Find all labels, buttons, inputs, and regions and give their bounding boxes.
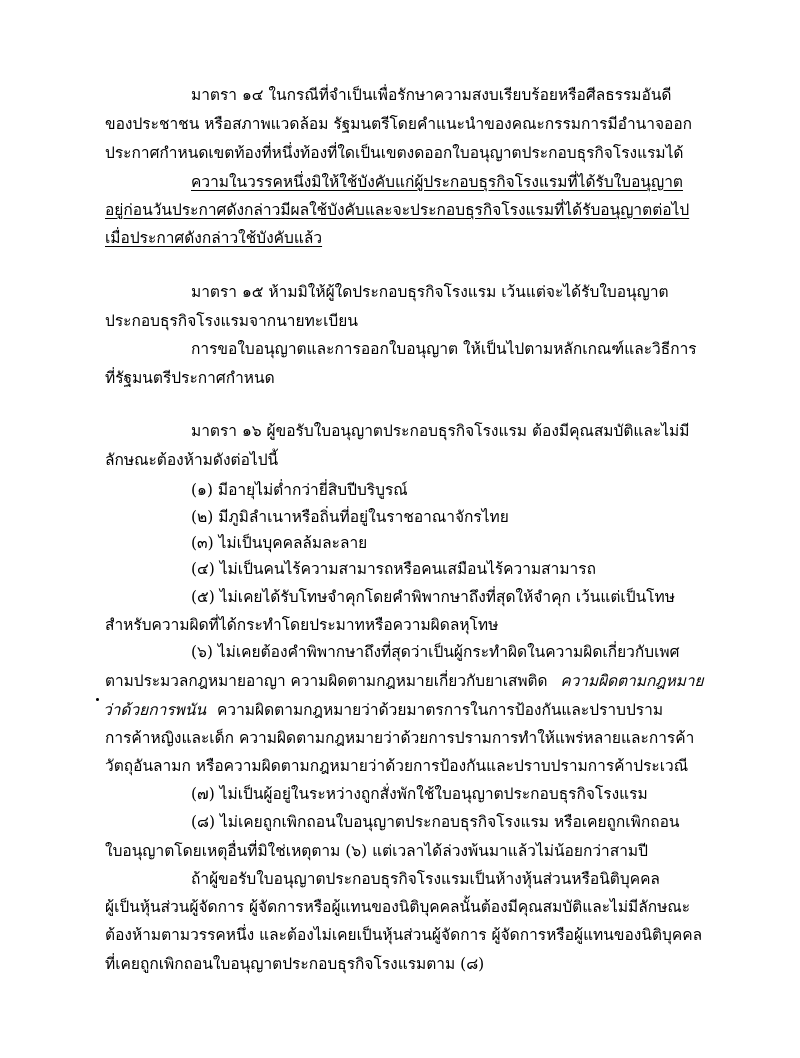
section-16-item-5: (๕) ไม่เคยได้รับโทษจำคุกโดยคำพิพากษาถึงที่สุดให้จำคุก เว้นแต่เป็นโทษ	[191, 588, 675, 606]
section-16-para-2-line-4: ที่เคยถูกเพิกถอนใบอนุญาตประกอบธุรกิจโรงแรมตาม (๘)	[105, 955, 485, 973]
margin-mark	[96, 698, 99, 701]
item-6-cont-2-text: ความผิดตามกฎหมายว่าด้วยมาตรการในการป้องกันและปราบปราม	[217, 701, 664, 719]
section-16-item-6-cont-4: วัตถุอันลามก หรือความผิดตามกฎหมายว่าด้วยการป้องกันและปราบปรามการค้าประเวณี	[105, 757, 689, 775]
section-16-item-6-cont-1	[105, 674, 704, 690]
section-15-line-3: การขอใบอนุญาตและการออกใบอนุญาต ให้เป็นไปตามหลักเกณฑ์และวิธีการ	[191, 340, 697, 358]
section-14-line-6: เมื่อประกาศดังกล่าวใช้บังคับแล้ว	[105, 229, 323, 247]
section-14-line-4: ความในวรรคหนึ่งมิให้ใช้บังคับแก่ผู้ประกอบธุรกิจโรงแรมที่ได้รับใบอนุญาต	[191, 173, 683, 191]
section-14-line-5: อยู่ก่อนวันประกาศดังกล่าวมีผลใช้บังคับและจะประกอบธุรกิจโรงแรมที่ได้รับอนุญาตต่อไป	[105, 201, 690, 219]
section-14-line-1: มาตรา ๑๔ ในกรณีที่จำเป็นเพื่อรักษาความสงบเรียบร้อยหรือศีลธรรมอันดี	[191, 86, 672, 104]
section-16-item-1: (๑) มีอายุไม่ต่ำกว่ายี่สิบปีบริบูรณ์	[191, 481, 408, 499]
section-15-line-2: ประกอบธุรกิจโรงแรมจากนายทะเบียน	[105, 312, 358, 330]
section-15-line-1: มาตรา ๑๕ ห้ามมิให้ผู้ใดประกอบธุรกิจโรงแรม เว้นแต่จะได้รับใบอนุญาต	[191, 283, 669, 301]
section-16-item-6-cont-3: การค้าหญิงและเด็ก ความผิดตามกฎหมายว่าด้วยการปรามการทำให้แพร่หลายและการค้า	[105, 729, 695, 747]
section-16-item-6-cont-2	[103, 703, 663, 719]
section-16-item-8-cont: ใบอนุญาตโดยเหตุอื่นที่มิใช่เหตุตาม (๖) แต่เวลาได้ล่วงพ้นมาแล้วไม่น้อยกว่าสามปี	[105, 842, 648, 860]
section-16-item-6: (๖) ไม่เคยต้องคำพิพากษาถึงที่สุดว่าเป็นผู้กระทำผิดในความผิดเกี่ยวกับเพศ	[191, 643, 680, 661]
section-16-line-1: มาตรา ๑๖ ผู้ขอรับใบอนุญาตประกอบธุรกิจโรงแรม ต้องมีคุณสมบัติและไม่มี	[191, 422, 690, 440]
section-14-line-3: ประกาศกำหนดเขตท้องที่หนึ่งท้องที่ใดเป็นเขตงดออกใบอนุญาตประกอบธุรกิจโรงแรมได้	[105, 144, 684, 162]
item-6-cont-2-italic: ว่าด้วยการพนัน	[103, 701, 207, 719]
section-16-item-4: (๔) ไม่เป็นคนไร้ความสามารถหรือคนเสมือนไร้ความสามารถ	[191, 560, 596, 578]
section-16-para-2-line-2: ผู้เป็นหุ้นส่วนผู้จัดการ ผู้จัดการหรือผู้แทนของนิติบุคคลนั้นต้องมีคุณสมบัติและไม่มีลักษณะ	[105, 898, 691, 916]
section-16-para-2-line-1: ถ้าผู้ขอรับใบอนุญาตประกอบธุรกิจโรงแรมเป็นห้างหุ้นส่วนหรือนิติบุคคล	[191, 870, 660, 888]
section-16-item-2: (๒) มีภูมิลำเนาหรือถิ่นที่อยู่ในราชอาณาจักรไทย	[191, 508, 509, 526]
section-16-line-2: ลักษณะต้องห้ามดังต่อไปนี้	[105, 451, 279, 469]
item-6-cont-1-italic: ความผิดตามกฎหมาย	[560, 672, 704, 690]
section-16-item-5-cont: สำหรับความผิดที่ได้กระทำโดยประมาทหรือความผิดลหุโทษ	[105, 616, 499, 634]
section-16-item-7: (๗) ไม่เป็นผู้อยู่ในระหว่างถูกสั่งพักใช้ใบอนุญาตประกอบธุรกิจโรงแรม	[191, 785, 648, 803]
section-14-line-2: ของประชาชน หรือสภาพแวดล้อม รัฐมนตรีโดยคำแนะนำของคณะกรรมการมีอำนาจออก	[105, 115, 693, 133]
section-16-item-3: (๓) ไม่เป็นบุคคลล้มละลาย	[191, 534, 368, 552]
section-16-item-8: (๘) ไม่เคยถูกเพิกถอนใบอนุญาตประกอบธุรกิจโรงแรม หรือเคยถูกเพิกถอน	[191, 813, 680, 831]
section-15-line-4: ที่รัฐมนตรีประกาศกำหนด	[105, 369, 275, 387]
section-16-para-2-line-3: ต้องห้ามตามวรรคหนึ่ง และต้องไม่เคยเป็นหุ้นส่วนผู้จัดการ ผู้จัดการหรือผู้แทนของนิติบุคคล	[105, 926, 703, 944]
item-6-cont-1-text: ตามประมวลกฎหมายอาญา ความผิดตามกฎหมายเกี่ยวกับยาเสพติด	[105, 672, 548, 690]
